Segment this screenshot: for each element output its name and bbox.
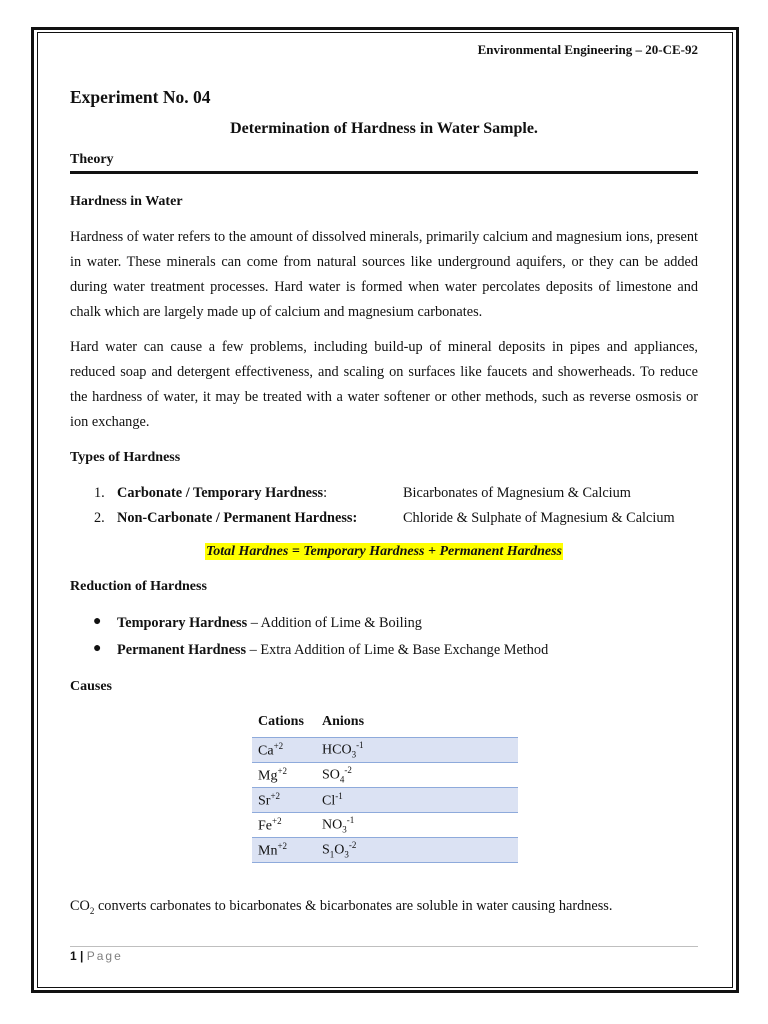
cation-charge: +2 [270, 790, 281, 801]
cation-cell [252, 813, 316, 838]
table-row [252, 813, 518, 838]
anion-charge: -2 [344, 765, 352, 776]
page-separator: | [76, 949, 87, 963]
cation-symbol: Mn [258, 843, 278, 859]
page-number: 1 [70, 949, 77, 963]
reduction-heading: Reduction of Hardness [70, 579, 207, 594]
cation-cell [252, 838, 316, 863]
cation-symbol: Fe [258, 818, 272, 834]
cation-symbol: Ca [258, 743, 274, 759]
total-hardness-formula [70, 544, 698, 560]
cation-charge: +2 [277, 840, 288, 851]
running-header: Environmental Engineering – 20-CE-92 [477, 42, 698, 57]
anion-charge: -2 [348, 840, 357, 851]
reduction-item-2-label: Permanent Hardness [117, 642, 247, 658]
types-item-2-desc: Chloride & Sulphate of Magnesium & Calcium [403, 510, 675, 526]
cation-cell [252, 738, 316, 763]
cation-charge: +2 [273, 740, 284, 751]
cation-charge: +2 [277, 765, 288, 776]
formula-highlight: Total Hardnes = Temporary Hardness + Permanent Hardness [205, 544, 562, 559]
cation-cell [252, 763, 316, 788]
table-header-row [252, 709, 518, 738]
types-item-2-name: Non-Carbonate / Permanent Hardness: [117, 510, 358, 526]
paragraph-2: Hard water can cause a few problems, including build-up of mineral deposits in pipes and appliances, reduced soap and detergent effectiveness, and scaling on surfaces like faucets and showerheads. To reduce the hardness of water, it may be treated with a water softener or other methods, such as reverse osmosis or ion exchange. [70, 339, 698, 430]
bullet-icon: ● [93, 614, 102, 629]
types-item-1-desc: Bicarbonates of Magnesium & Calcium [403, 485, 631, 501]
types-item-2-number: 2. [94, 510, 105, 526]
anion-symbol-2: O [334, 842, 345, 858]
anion-cell [316, 763, 518, 788]
anion-symbol: S [322, 842, 330, 858]
page-footer [70, 949, 123, 963]
page-label: Page [86, 949, 123, 963]
co2-statement [70, 898, 612, 916]
hardness-heading: Hardness in Water [70, 194, 183, 209]
column-header-anions: Anions [316, 709, 518, 738]
co2-formula: CO [70, 898, 90, 914]
co2-text: converts carbonates to bicarbonates & bicarbonates are soluble in water causing hardness. [94, 898, 613, 914]
anion-subscript: 1 [329, 849, 335, 860]
co2-subscript: 2 [89, 905, 95, 916]
types-item-1-colon: : [323, 485, 328, 501]
types-item-1-name [117, 485, 327, 502]
anion-subscript: 3 [342, 824, 347, 835]
paragraph-1: Hardness of water refers to the amount of dissolved minerals, primarily calcium and magnesium ions, present in water. These minerals can come from natural sources like underground aquifers, or they can be added during water treatment processes. Hard water is formed when water percolates deposits of limestone and chalk which are largely made up of calcium and magnesium carbonates. [70, 229, 698, 320]
cation-cell [252, 788, 316, 813]
footer-rule [70, 946, 698, 947]
experiment-number: Experiment No. 04 [70, 87, 211, 107]
heading-rule [70, 171, 698, 174]
causes-heading: Causes [70, 679, 113, 694]
ions-table [252, 709, 518, 863]
reduction-item-2 [117, 642, 548, 659]
reduction-item-1 [117, 615, 422, 632]
table-row [252, 788, 518, 813]
anion-symbol: NO [322, 817, 343, 833]
cation-symbol: Sr [258, 793, 271, 809]
reduction-item-1-desc: – Addition of Lime & Boiling [247, 615, 422, 631]
anion-symbol: SO [322, 767, 340, 783]
reduction-item-2-desc: – Extra Addition of Lime & Base Exchange Method [246, 642, 549, 658]
anion-symbol: Cl [322, 793, 336, 809]
anion-cell [316, 788, 518, 813]
column-header-cations: Cations [252, 709, 316, 738]
table-row [252, 763, 518, 788]
anion-subscript: 4 [339, 774, 345, 785]
anion-cell [316, 738, 518, 763]
anion-subscript: 3 [351, 749, 357, 760]
table-row [252, 838, 518, 863]
types-item-1-number: 1. [94, 485, 105, 501]
cation-symbol: Mg [258, 768, 278, 784]
table-row [252, 738, 518, 763]
anion-symbol: HCO [322, 742, 352, 758]
anion-charge: -1 [335, 790, 343, 801]
types-heading: Types of Hardness [70, 450, 181, 465]
types-item-1-label: Carbonate / Temporary Hardness [117, 485, 324, 501]
anion-charge: -1 [346, 815, 355, 826]
bullet-icon: ● [93, 641, 102, 656]
anion-cell [316, 838, 518, 863]
cation-charge: +2 [272, 815, 282, 826]
reduction-item-1-label: Temporary Hardness [117, 615, 248, 631]
anion-cell [316, 813, 518, 838]
theory-heading: Theory [70, 152, 114, 167]
anion-charge: -1 [356, 740, 364, 751]
document-title: Determination of Hardness in Water Sample. [230, 120, 538, 137]
anion-subscript-2: 3 [344, 849, 349, 860]
